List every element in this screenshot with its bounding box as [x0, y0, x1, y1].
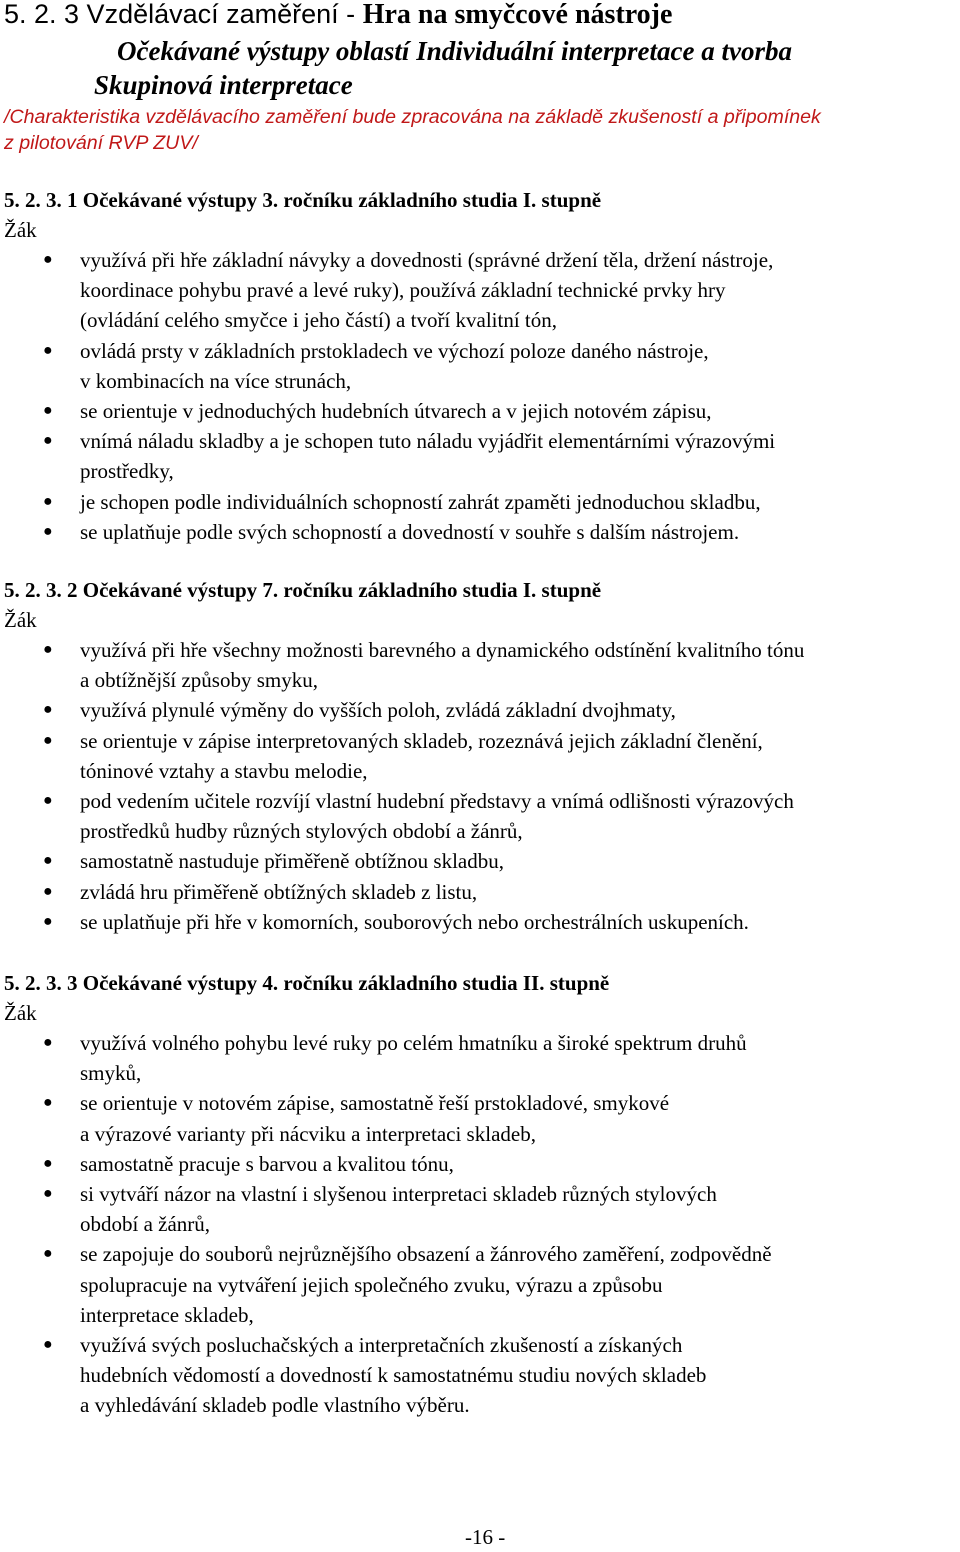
bullet-icon: ● — [43, 251, 53, 268]
list-item — [4, 1028, 960, 1088]
list-item-text: využívá při hře základní návyky a dovednosti (správné držení těla, držení nástroje, — [80, 248, 774, 272]
bullet-icon: ● — [43, 1185, 53, 1203]
list-item-text: se orientuje v jednoduchých hudebních útvarech a v jejich notovém zápisu, — [80, 399, 712, 424]
list-item — [4, 426, 960, 486]
list-item-text: hudebních vědomostí a dovedností k samostatnému studiu nových skladeb — [80, 1363, 707, 1388]
section-subject: Žák — [4, 608, 37, 632]
bullet-icon: ● — [43, 402, 53, 420]
list-item-text: využívá svých posluchačských a interpretačních zkušeností a získaných — [80, 1333, 683, 1358]
list-item-text: se uplatňuje podle svých schopností a dovedností v souhře s dalším nástrojem. — [80, 519, 740, 544]
main-heading-title: Hra na smyčcové nástroje — [362, 0, 673, 30]
list-item-text: využívá plynulé výměny do vyšších poloh, zvládá základní dvojhmaty, — [80, 698, 676, 723]
list-item — [4, 726, 960, 786]
list-item-text: využívá volného pohybu levé ruky po celém hmatníku a široké spektrum druhů — [80, 1031, 747, 1055]
list-item-text: tóninové vztahy a stavbu melodie, — [80, 758, 368, 783]
list-item-text: spolupracuje na vytváření jejich společného zvuku, výrazu a způsobu — [80, 1272, 663, 1297]
bullet-icon: ● — [43, 1154, 53, 1172]
bullet-icon: ● — [43, 852, 53, 870]
list-item-text: prostředky, — [80, 459, 174, 484]
list-item-text: se uplatňuje při hře v komorních, souborových nebo orchestrálních uskupeních. — [80, 909, 749, 934]
bullet-icon: ● — [43, 641, 53, 658]
list-item — [4, 877, 960, 907]
subheading-outcomes: Očekávané výstupy oblastí Individuální interpretace a tvorba — [117, 36, 792, 66]
bullet-icon: ● — [43, 1094, 53, 1112]
section-title: 5. 2. 3. 3 Očekávané výstupy 4. ročníku základního studia II. stupně — [4, 971, 610, 995]
list-item-text: vnímá náladu skladby a je schopen tuto náladu vyjádřit elementárními výrazovými — [80, 429, 776, 454]
list-item-text: a obtížnější způsoby smyku, — [80, 668, 318, 693]
list-item — [4, 487, 960, 517]
list-item-text: a výrazové varianty při nácviku a interpretaci skladeb, — [80, 1121, 536, 1146]
list-item-text: smyků, — [80, 1061, 142, 1086]
list-item — [4, 1179, 960, 1239]
list-item-text: si vytváří názor na vlastní i slyšenou interpretaci skladeb různých stylových — [80, 1182, 717, 1207]
list-item-text: koordinace pohybu pravé a levé ruky), používá základní technické prvky hry — [80, 278, 726, 303]
bullet-icon: ● — [43, 432, 53, 450]
list-item — [4, 1239, 960, 1330]
list-item — [4, 336, 960, 396]
list-item-text: období a žánrů, — [80, 1212, 211, 1237]
list-item-text: a vyhledávání skladeb podle vlastního výběru. — [80, 1393, 470, 1418]
list-item — [4, 786, 960, 846]
section-subject: Žák — [4, 1001, 37, 1025]
section-subject: Žák — [4, 218, 37, 242]
list-item-text: prostředků hudby různých stylových období a žánrů, — [80, 819, 523, 844]
outcomes-list — [4, 245, 960, 547]
characteristics-note-line-1: /Charakteristika vzdělávacího zaměření bude zpracována na základě zkušeností a připomínek — [4, 106, 821, 128]
section-title: 5. 2. 3. 2 Očekávané výstupy 7. ročníku základního studia I. stupně — [4, 578, 602, 602]
list-item — [4, 1330, 960, 1421]
list-item — [4, 907, 960, 937]
list-item-text: zvládá hru přiměřeně obtížných skladeb z listu, — [80, 879, 478, 904]
list-item — [4, 517, 960, 547]
bullet-icon: ● — [43, 1245, 53, 1263]
list-item-text: využívá při hře všechny možnosti barevného a dynamického odstínění kvalitního tónu — [80, 638, 805, 662]
bullet-icon: ● — [43, 1336, 53, 1354]
bullet-icon: ● — [43, 701, 53, 719]
list-item-text: se orientuje v notovém zápise, samostatně řeší prstokladové, smykové — [80, 1091, 670, 1116]
list-item — [4, 1088, 960, 1148]
section-title: 5. 2. 3. 1 Očekávané výstupy 3. ročníku základního studia I. stupně — [4, 188, 602, 212]
list-item — [4, 635, 960, 695]
bullet-icon: ● — [43, 792, 53, 810]
subheading-group-interpretation: Skupinová interpretace — [94, 70, 353, 100]
list-item-text: pod vedením učitele rozvíjí vlastní hudební představy a vnímá odlišnosti výrazových — [80, 789, 794, 814]
main-heading-number: 5. 2. 3 Vzdělávací zaměření - — [4, 0, 363, 29]
list-item — [4, 396, 960, 426]
page-number: -16 - — [465, 1525, 506, 1549]
list-item — [4, 846, 960, 876]
main-heading — [4, 0, 672, 32]
list-item — [4, 1149, 960, 1179]
bullet-icon: ● — [43, 882, 53, 900]
list-item-text: se orientuje v zápise interpretovaných skladeb, rozeznává jejich základní členění, — [80, 728, 763, 753]
section-grade-4-level-2 — [4, 968, 960, 1421]
bullet-icon: ● — [43, 341, 53, 359]
list-item-text: v kombinacích na více strunách, — [80, 368, 352, 393]
bullet-icon: ● — [43, 731, 53, 749]
list-item — [4, 245, 960, 336]
list-item-text: samostatně pracuje s barvou a kvalitou tónu, — [80, 1151, 454, 1176]
bullet-icon: ● — [43, 522, 53, 540]
list-item-text: ovládá prsty v základních prstokladech ve výchozí poloze daného nástroje, — [80, 338, 709, 363]
list-item — [4, 695, 960, 725]
list-item-text: (ovládání celého smyčce i jeho částí) a tvoří kvalitní tón, — [80, 308, 558, 333]
bullet-icon: ● — [43, 492, 53, 510]
outcomes-list — [4, 635, 960, 937]
bullet-icon: ● — [43, 1034, 53, 1051]
outcomes-list — [4, 1028, 960, 1421]
bullet-icon: ● — [43, 912, 53, 930]
list-item-text: interpretace skladeb, — [80, 1302, 254, 1327]
section-grade-3-level-1 — [4, 185, 960, 547]
characteristics-note-line-2: z pilotování RVP ZUV/ — [4, 132, 198, 154]
list-item-text: samostatně nastuduje přiměřeně obtížnou skladbu, — [80, 849, 504, 874]
section-grade-7-level-1 — [4, 575, 960, 937]
list-item-text: je schopen podle individuálních schopností zahrát zpaměti jednoduchou skladbu, — [80, 489, 761, 514]
list-item-text: se zapojuje do souborů nejrůznějšího obsazení a žánrového zaměření, zodpovědně — [80, 1242, 772, 1267]
